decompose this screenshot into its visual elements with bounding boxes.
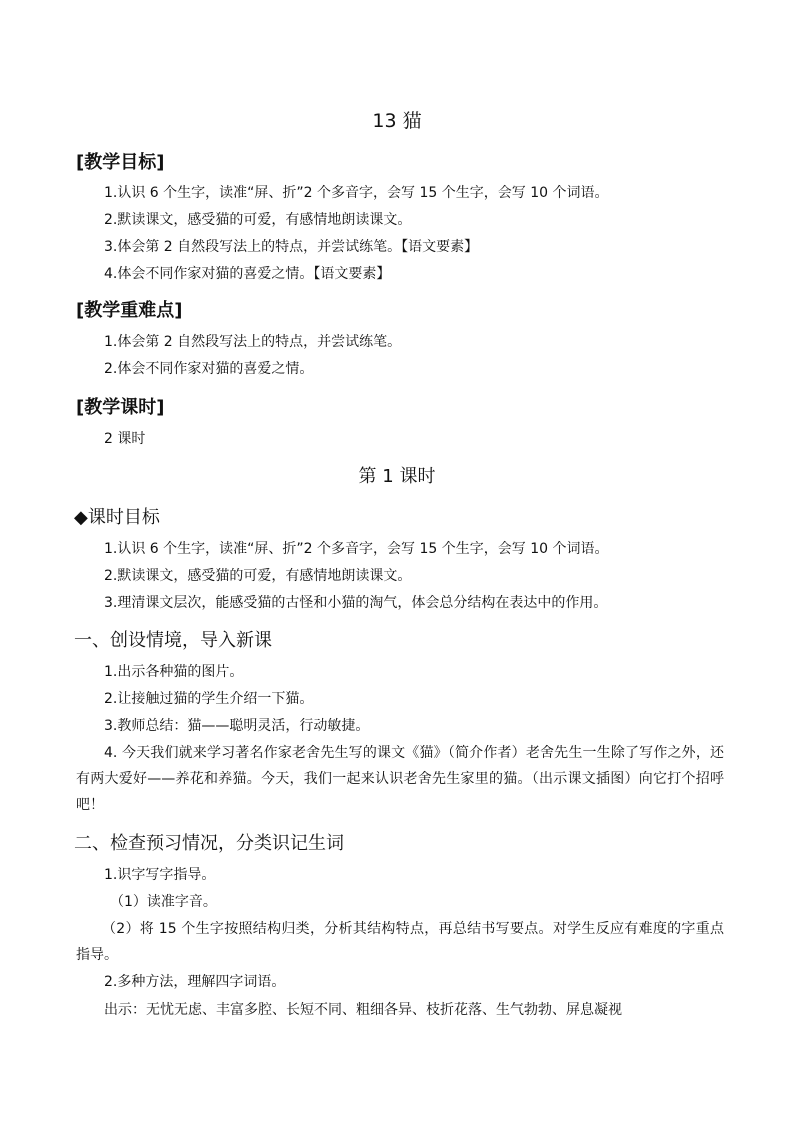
goal-item: 2.默读课文，感受猫的可爱，有感情地朗读课文。	[104, 212, 412, 228]
lesson-goal-item: 3.理清课文层次，能感受猫的古怪和小猫的淘气，体会总分结构在表达中的作用。	[104, 595, 608, 611]
key-point-item: 1.体会第 2 自然段写法上的特点，并尝试练笔。	[104, 334, 402, 350]
lesson-goals-heading: ◆课时目标	[74, 507, 160, 528]
section2-subitem: （1）读准字音。	[110, 894, 217, 910]
section1-item: 3.教师总结：猫——聪明灵活，行动敏捷。	[104, 718, 370, 734]
lesson-goal-item: 2.默读课文，感受猫的可爱，有感情地朗读课文。	[104, 568, 412, 584]
lesson-goal-item: 1.认识 6 个生字，读准“屏、折”2 个多音字，会写 15 个生字，会写 10 个词语。	[104, 541, 609, 557]
goal-item: 3.体会第 2 自然段写法上的特点，并尝试练笔。【语文要素】	[104, 239, 479, 255]
lesson1-title: 第 1 课时	[358, 466, 436, 487]
section2-item: 1.识字写字指导。	[104, 867, 216, 883]
section2-subitem-paragraph: （2）将 15 个生字按照结构归类，分析其结构特点，再总结书写要点。对学生反应有难度的字重点指导。	[76, 921, 724, 963]
goal-item: 4.体会不同作家对猫的喜爱之情。【语文要素】	[104, 266, 391, 282]
lesson-title: 13 猫	[372, 110, 422, 132]
section1-paragraph: 4. 今天我们就来学习著名作家老舍先生写的课文《猫》（简介作者）老舍先生一生除了写作之外，还有两大爱好——养花和养猫。今天，我们一起来认识老舍先生家里的猫。（出示课文插图）向它打个招呼吧！	[76, 745, 724, 813]
section1-item: 2.让接触过猫的学生介绍一下猫。	[104, 691, 314, 707]
section1-item: 1.出示各种猫的图片。	[104, 664, 244, 680]
section2-item: 2.多种方法，理解四字词语。	[104, 974, 286, 990]
class-hours-heading: [教学课时]	[76, 397, 165, 418]
class-hours-value: 2 课时	[104, 431, 146, 447]
goal-item: 1.认识 6 个生字，读准“屏、折”2 个多音字，会写 15 个生字，会写 10 个词语。	[104, 185, 609, 201]
section2-heading: 二、检查预习情况，分类识记生词	[74, 833, 344, 854]
section1-heading: 一、创设情境，导入新课	[74, 630, 272, 651]
teaching-goals-heading: [教学目标]	[76, 152, 165, 173]
key-points-heading: [教学重难点]	[76, 300, 183, 321]
vocabulary-display: 出示：无忧无虑、丰富多腔、长短不同、粗细各异、枝折花落、生气勃勃、屏息凝视	[104, 1002, 622, 1018]
key-point-item: 2.体会不同作家对猫的喜爱之情。	[104, 361, 314, 377]
